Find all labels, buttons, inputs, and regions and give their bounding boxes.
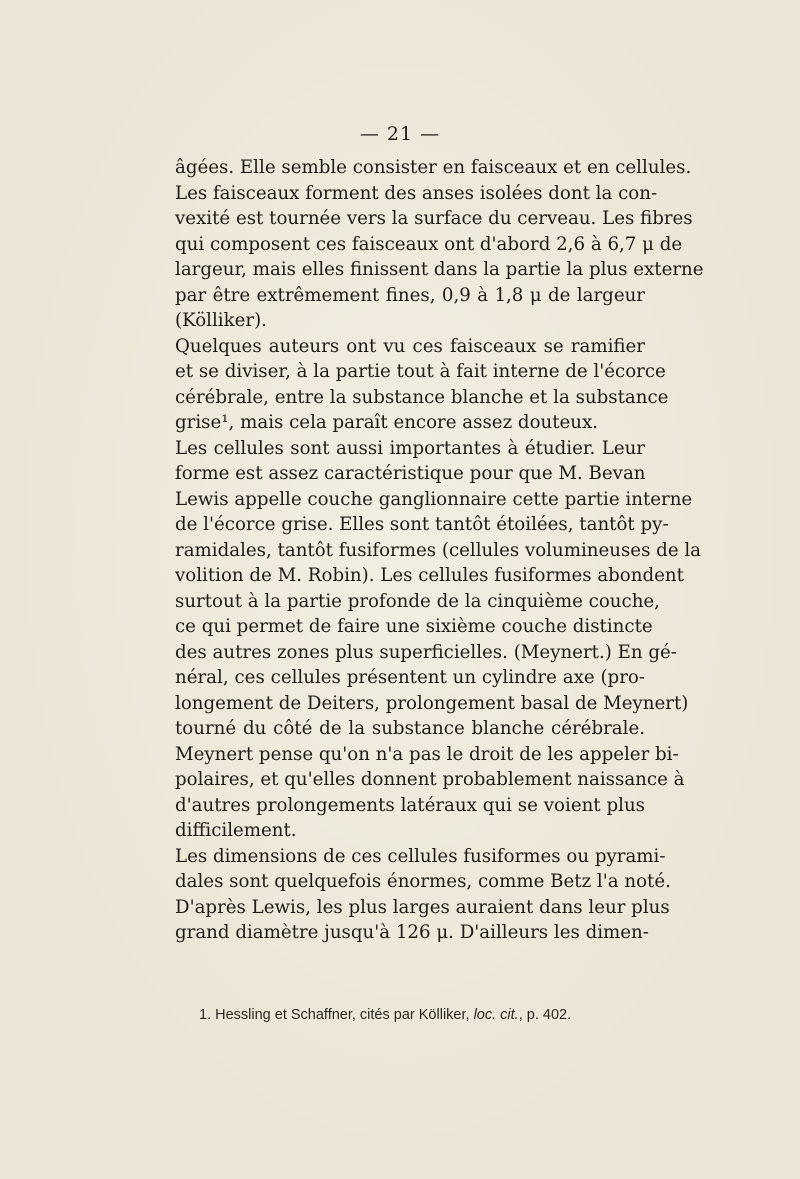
footnote-prefix: 1. Hessling et Schaffner, cités par Kölliker, [199, 1007, 474, 1023]
text-line: vexité est tournée vers la surface du cerveau. Les fibres [175, 208, 693, 229]
text-line: difficilement. [175, 820, 297, 841]
text-line: des autres zones plus superficielles. (Meynert.) En gé- [175, 641, 677, 663]
text-line: largeur, mais elles finissent dans la partie la plus externe [175, 259, 704, 280]
footnote-citation: loc. cit. [473, 1007, 519, 1023]
text-line: Les cellules sont aussi importantes à étudier. Leur [175, 437, 645, 459]
text-line: cérébrale, entre la substance blanche et la substance [175, 386, 669, 408]
text-line: volition de M. Robin). Les cellules fusiformes abondent [175, 565, 684, 586]
text-line: grand diamètre jusqu'à 126 μ. D'ailleurs les dimen- [175, 922, 649, 943]
text-line: Lewis appelle couche ganglionnaire cette partie interne [175, 488, 693, 510]
text-line: dales sont quelquefois énormes, comme Betz l'a noté. [175, 871, 671, 892]
text-line: de l'écorce grise. Elles sont tantôt étoilées, tantôt py- [175, 514, 669, 535]
text-line: néral, ces cellules présentent un cylindre axe (pro- [175, 667, 645, 688]
text-line: Les dimensions de ces cellules fusiformes ou pyrami- [175, 845, 666, 867]
text-line: Meynert pense qu'on n'a pas le droit de les appeler bi- [175, 743, 679, 765]
page-number: — 21 — [359, 123, 441, 145]
text-line: âgées. Elle semble consister en faisceaux et en cellules. [175, 157, 692, 178]
footnote-suffix: , p. 402. [518, 1007, 572, 1023]
text-line: polaires, et qu'elles donnent probablement naissance à [175, 769, 685, 790]
text-line: longement de Deiters, prolongement basal de Meynert) [175, 692, 689, 714]
text-line: grise¹, mais cela paraît encore assez douteux. [175, 412, 599, 433]
text-line: ce qui permet de faire une sixième couche distincte [175, 616, 653, 637]
text-line: D'après Lewis, les plus larges auraient dans leur plus [175, 896, 670, 918]
text-line: ramidales, tantôt fusiformes (cellules volumineuses de la [175, 539, 702, 561]
text-line: d'autres prolongements latéraux qui se voient plus [175, 794, 645, 816]
text-line: surtout à la partie profonde de la cinquième couche, [175, 590, 660, 612]
text-line: et se diviser, à la partie tout à fait interne de l'écorce [175, 361, 666, 382]
text-line: Les faisceaux forment des anses isolées dont la con- [175, 182, 658, 204]
footnote [199, 1007, 669, 1023]
text-line: par être extrêmement fines, 0,9 à 1,8 μ de largeur [175, 284, 645, 306]
body-text [175, 155, 704, 946]
text-line: forme est assez caractéristique pour que M. Bevan [175, 463, 646, 484]
text-line: qui composent ces faisceaux ont d'abord 2,6 à 6,7 μ de [175, 233, 683, 255]
text-line: Quelques auteurs ont vu ces faisceaux se ramifier [175, 335, 645, 357]
text-line: (Kölliker). [175, 310, 267, 331]
text-line: tourné du côté de la substance blanche cérébrale. [175, 718, 645, 739]
